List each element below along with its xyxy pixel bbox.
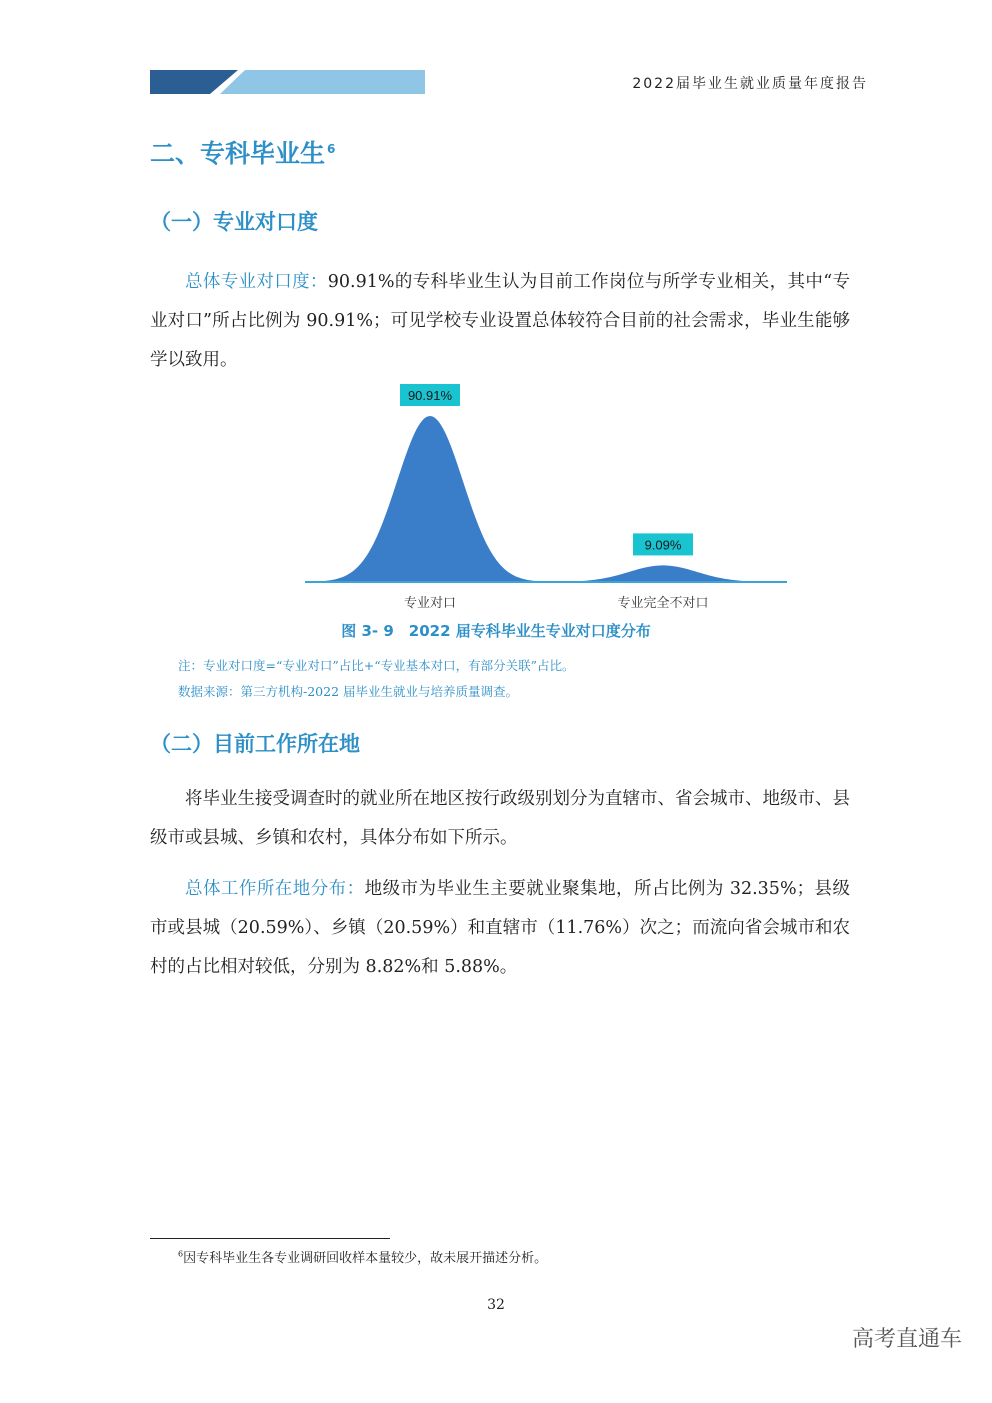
subsection-heading-major-match: （一）专业对口度: [150, 210, 318, 234]
section-heading-text: 二、专科毕业生: [150, 139, 326, 168]
section-heading: [150, 134, 335, 170]
watermark-logo-text: 高考直通车: [851, 1327, 962, 1352]
paragraph-location-distribution: [150, 870, 850, 987]
footnote-divider: [150, 1238, 390, 1239]
figure-note: 注：专业对口度=“专业对口”占比+“专业基本对口，有部分关联”占比。: [178, 658, 575, 673]
subsection-heading-work-location: （二）目前工作所在地: [150, 732, 360, 756]
paragraph-label: 总体专业对口度：: [185, 272, 328, 292]
category-label: 专业完全不对口: [617, 596, 709, 611]
footnote: [178, 1247, 547, 1266]
figure-source: 数据来源：第三方机构-2022 届毕业生就业与培养质量调查。: [178, 684, 519, 699]
report-title: 2022届毕业生就业质量年度报告: [632, 76, 868, 92]
footnote-text: 因专科毕业生各专业调研回收样本量较少，故未展开描述分析。: [183, 1251, 548, 1266]
paragraph-location-intro: 将毕业生接受调查时的就业所在地区按行政级别划分为直辖市、省会城市、地级市、县级市或县城、乡镇和农村，具体分布如下所示。: [150, 789, 850, 848]
paragraph-text: 地级市为毕业生主要就业聚集地，所占比例为 32.35%；县级市或县城（20.59%）、乡镇（20.59%）和直辖市（11.76%）次之；而流向省会城市和农村的占比相对较低，分别为 8.82%和 5.88%。: [150, 879, 850, 977]
figure-caption: 图 3- 9 2022 届专科毕业生专业对口度分布: [341, 622, 651, 640]
paragraph-label: 总体工作所在地分布：: [185, 879, 365, 899]
category-label: 专业对口: [403, 596, 457, 611]
header-decorative-band: [150, 70, 425, 94]
page-number: 32: [487, 1297, 505, 1313]
distribution-peak: [544, 565, 782, 582]
data-label: 90.91%: [407, 388, 453, 403]
paragraph-major-match: [150, 263, 850, 380]
data-label: 9.09%: [644, 537, 682, 553]
footnote-marker: 6: [178, 1249, 184, 1259]
major-match-chart: [300, 380, 795, 618]
distribution-peak: [315, 416, 546, 582]
footnote-marker: 6: [327, 141, 336, 156]
paragraph-text: 90.91%的专科毕业生认为目前工作岗位与所学专业相关，其中“专业对口”所占比例为 90.91%；可见学校专业设置总体较符合目前的社会需求，毕业生能够学以致用。: [150, 272, 850, 370]
